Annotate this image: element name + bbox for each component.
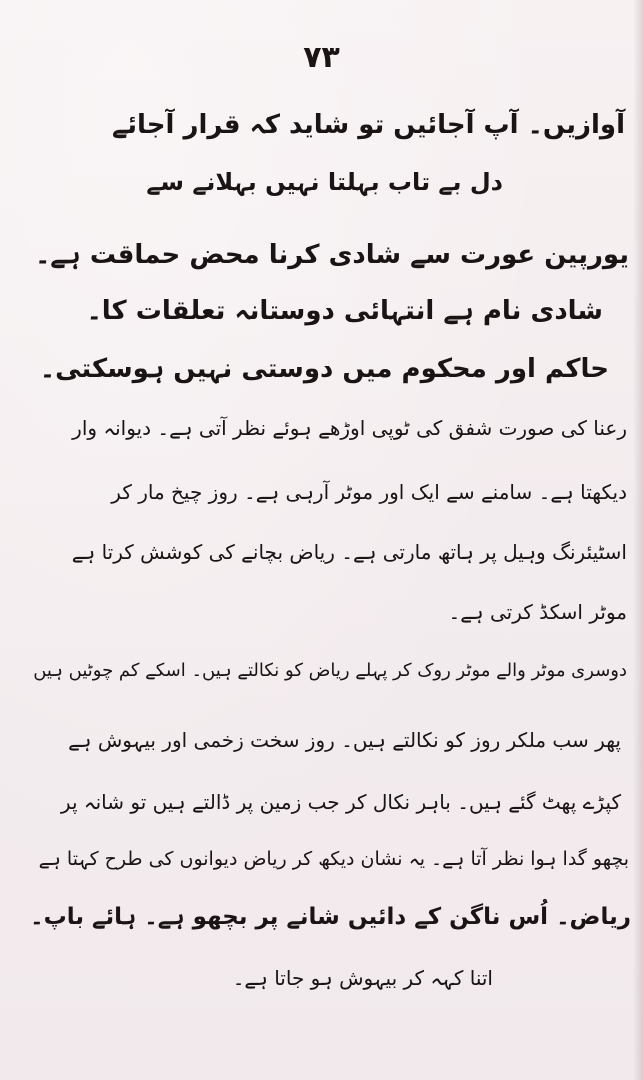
narration-line: دیکھتا ہے۔ سامنے سے ایک اور موٹر آرہی ہے۔ روز چیخ مار کر [111,480,627,504]
verse-line: آوازیں۔ آپ آجائیں تو شاید کہ قرار آجائے [112,110,625,140]
dialogue-line: شادی نام ہے انتہائی دوستانہ تعلقات کا۔ [86,296,603,326]
page-number: ۷۳ [303,40,340,75]
narration-line: دوسری موٹر والے موٹر روک کر پہلے ریاض کو نکالتے ہیں۔ اسکے کم چوٹیں ہیں [33,660,627,681]
dialogue-line: ریاض۔ اُس ناگن کے دائیں شانے پر بچھو ہے۔ ہائے باپ۔ [30,904,631,930]
narration-line: بچھو گدا ہوا نظر آتا ہے۔ یہ نشان دیکھ کر ریاض دیوانوں کی طرح کہتا ہے [38,848,629,870]
dialogue-line: حاکم اور محکوم میں دوستی نہیں ہوسکتی۔ [39,354,609,384]
narration-line: کپڑے پھٹ گئے ہیں۔ باہر نکال کر جب زمین پر ڈالتے ہیں تو شانہ پر [60,790,621,814]
dialogue-line: یورپین عورت سے شادی کرنا محض حماقت ہے۔ [35,240,629,270]
narration-line: موٹر اسکڈ کرتی ہے۔ [448,600,627,624]
narration-line: پھر سب ملکر روز کو نکالتے ہیں۔ روز سخت زخمی اور بیہوش ہے [68,728,621,752]
narration-line: اسٹیئرنگ وہیل پر ہاتھ مارتی ہے۔ ریاض بچانے کی کوشش کرتا ہے [71,540,627,564]
verse-line: دل بے تاب بہلتا نہیں بہلانے سے [146,168,503,196]
narration-line: رعنا کی صورت شفق کی ٹوپی اوڑھے ہوئے نظر آتی ہے۔ دیوانہ وار [72,416,627,440]
narration-line: اتنا کہہ کر بیہوش ہو جاتا ہے۔ [232,966,493,990]
